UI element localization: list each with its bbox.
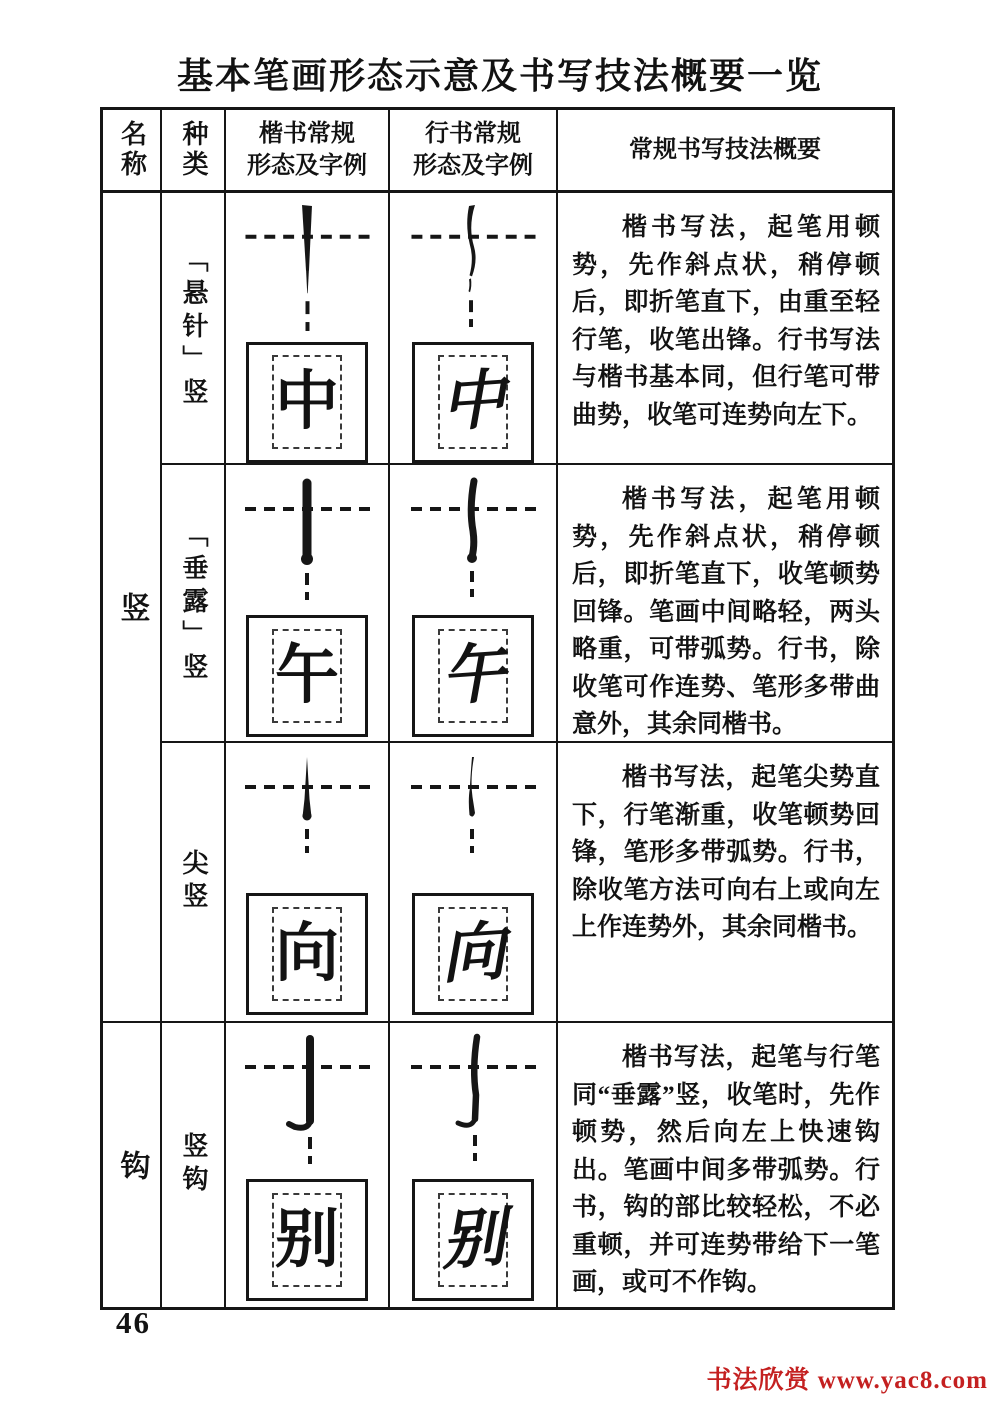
header-kaishu-line1: 楷书常规	[259, 120, 355, 147]
example-box	[412, 615, 534, 737]
summary-cell-shugou	[558, 1023, 892, 1307]
example-char-xingshu: 午	[438, 637, 508, 714]
dew-drop-vertical-stroke-kaishu-icon	[237, 471, 377, 613]
header-xingshu	[390, 110, 558, 193]
xingshu-example-xuanzhen	[390, 193, 558, 465]
summary-text-chuilu: 楷书写法，起笔用顿势，先作斜点状，稍停顿后，即折笔直下，收笔顿势回锋。笔画中间略轻，两头略重，可带弧势。行书，除收笔可作连势、笔形多带曲意外，其余同楷书。	[572, 486, 880, 738]
example-char-kaishu: 午	[275, 640, 339, 711]
header-type	[162, 110, 226, 193]
example-box	[246, 1179, 368, 1301]
name-group-shu	[103, 193, 162, 1023]
example-char-xingshu: 别	[438, 1201, 508, 1278]
example-char-kaishu: 中	[275, 366, 339, 438]
type-cell-jianshu	[162, 743, 226, 1023]
header-kaishu-line2: 形态及字例	[247, 153, 367, 179]
header-kaishu	[226, 110, 390, 193]
type-label-chuilu: 「垂露」竖	[179, 520, 208, 686]
kaishu-example-xuanzhen	[226, 193, 390, 465]
summary-cell-xuanzhen	[558, 193, 892, 465]
example-box	[246, 342, 368, 463]
suspended-needle-vertical-stroke-xingshu-icon	[403, 199, 543, 340]
suspended-needle-vertical-stroke-kaishu-icon	[237, 199, 377, 340]
header-xingshu-line2: 形态及字例	[413, 153, 533, 179]
xingshu-example-chuilu	[390, 465, 558, 743]
pointed-vertical-stroke-kaishu-icon	[237, 749, 377, 891]
header-type-label: 种类	[179, 120, 208, 180]
kaishu-example-jianshu	[226, 743, 390, 1023]
type-cell-xuanzhen	[162, 193, 226, 465]
example-box	[412, 342, 534, 463]
header-xingshu-line1: 行书常规	[425, 120, 521, 147]
example-box	[246, 893, 368, 1015]
summary-cell-chuilu	[558, 465, 892, 743]
example-char-xingshu: 向	[438, 915, 508, 992]
header-summary	[558, 110, 892, 193]
header-summary-label: 常规书写技法概要	[629, 136, 821, 163]
xingshu-example-jianshu	[390, 743, 558, 1023]
vertical-hook-stroke-xingshu-icon	[403, 1029, 543, 1177]
name-group-shu-label: 竖	[115, 592, 149, 622]
watermark-text: 书法欣赏 www.yac8.com	[706, 1367, 988, 1394]
summary-cell-jianshu	[558, 743, 892, 1023]
example-char-xingshu: 中	[438, 364, 508, 440]
example-char-kaishu: 别	[275, 1204, 339, 1275]
type-label-xuanzhen: 「悬针」竖	[179, 245, 208, 411]
example-box	[246, 615, 368, 737]
example-box	[412, 1179, 534, 1301]
example-char-kaishu: 向	[275, 918, 339, 989]
header-name	[103, 110, 162, 193]
dew-drop-vertical-stroke-xingshu-icon	[403, 471, 543, 613]
header-name-label: 名称	[117, 120, 147, 180]
page-number: 46	[116, 1305, 151, 1340]
xingshu-example-shugou	[390, 1023, 558, 1307]
stroke-technique-table	[100, 107, 895, 1310]
type-label-jianshu: 尖竖	[179, 849, 208, 915]
kaishu-example-chuilu	[226, 465, 390, 743]
name-group-gou-label: 钩	[115, 1150, 149, 1180]
vertical-hook-stroke-kaishu-icon	[237, 1029, 377, 1177]
page-title: 基本笔画形态示意及书写技法概要一览	[176, 56, 823, 96]
summary-text-jianshu: 楷书写法，起笔尖势直下，行笔渐重，收笔顿势回锋，笔形多带弧势。行书，除收笔方法可向右上或向左上作连势外，其余同楷书。	[572, 764, 880, 941]
summary-text-shugou: 楷书写法，起笔与行笔同“垂露”竖，收笔时，先作顿势，然后向左上快速钩出。笔画中间多带弧势。行书，钩的部比较轻松，不必重顿，并可连势带给下一笔画，或可不作钩。	[572, 1044, 880, 1296]
summary-text-xuanzhen: 楷书写法，起笔用顿势，先作斜点状，稍停顿后，即折笔直下，由重至轻行笔，收笔出锋。行书写法与楷书基本同，但行笔可带曲势，收笔可连势向左下。	[572, 214, 880, 429]
type-cell-shugou	[162, 1023, 226, 1307]
name-group-gou	[103, 1023, 162, 1307]
pointed-vertical-stroke-xingshu-icon	[403, 749, 543, 891]
kaishu-example-shugou	[226, 1023, 390, 1307]
example-box	[412, 893, 534, 1015]
type-cell-chuilu	[162, 465, 226, 743]
type-label-shugou: 竖钩	[179, 1132, 208, 1198]
